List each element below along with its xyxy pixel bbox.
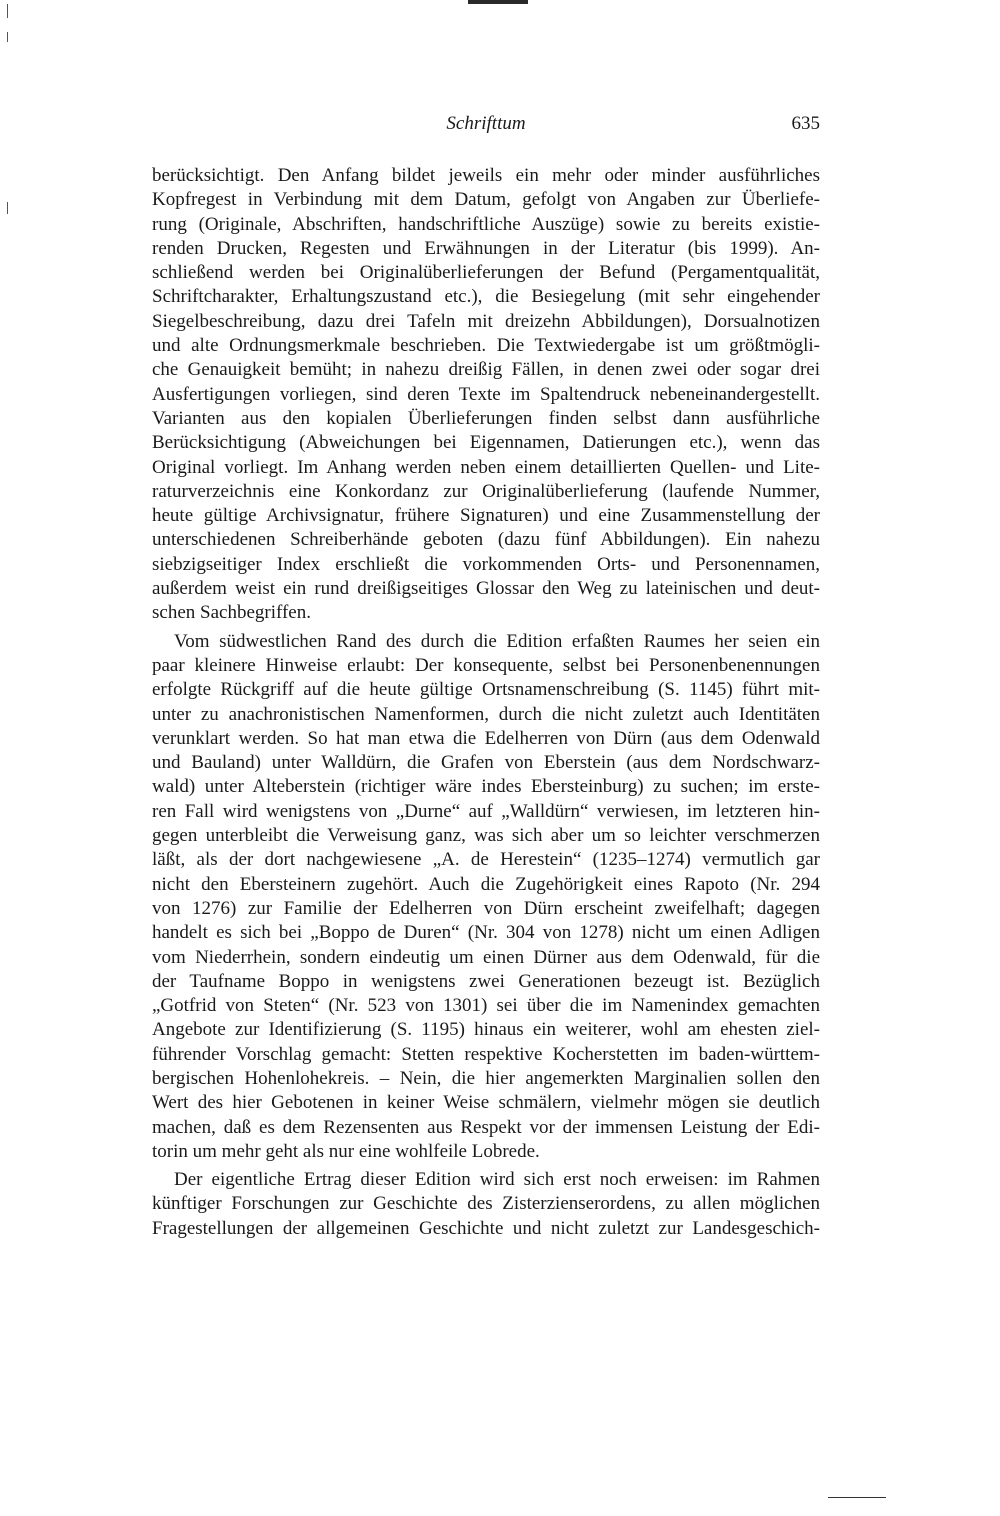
text-line: verunklart werden. So hat man etwa die Edelherren von Dürn (aus dem Odenwald	[152, 727, 820, 749]
text-line: „Gotfrid von Steten“ (Nr. 523 von 1301) sei über die im Namenindex gemachten	[152, 995, 820, 1017]
text-line: berücksichtigt. Den Anfang bildet jeweils ein mehr oder minder ausführliches	[152, 165, 820, 186]
text-line: führender Vorschlag gemacht: Stetten respektive Kocherstetten im baden-württem-	[152, 1043, 820, 1065]
text-line: vom Niederrhein, sondern eindeutig um einen Dürner aus dem Odenwald, für die	[152, 946, 820, 968]
text-line: von 1276) zur Familie der Edelherren von Dürn erscheint zweifelhaft; dagegen	[152, 897, 820, 919]
text-line: der Taufname Boppo in wenigstens zwei Generationen bezeugt ist. Bezüglich	[152, 970, 820, 992]
text-line: renden Drucken, Regesten und Erwähnungen in der Literatur (bis 1999). An-	[152, 237, 820, 259]
text-line: Berücksichtigung (Abweichungen bei Eigennamen, Datierungen etc.), wenn das	[152, 432, 820, 454]
text-line: Vom südwestlichen Rand des durch die Edition erfaßten Raumes her seien ein	[174, 630, 820, 652]
paragraph	[152, 164, 820, 626]
text-line: raturverzeichnis eine Konkordanz zur Originalüberlieferung (laufende Nummer,	[152, 480, 820, 502]
text-line: rung (Originale, Abschriften, handschriftliche Auszüge) sowie zu bereits existie-	[152, 213, 820, 235]
body-text	[152, 164, 820, 1241]
text-line: torin um mehr geht als nur eine wohlfeile Lobrede.	[152, 1140, 540, 1162]
text-line: Angebote zur Identifizierung (S. 1195) hinaus ein weiterer, wohl am ehesten ziel-	[152, 1019, 820, 1041]
text-line: handelt es sich bei „Boppo de Duren“ (Nr. 304 von 1278) nicht um einen Adligen	[152, 922, 820, 944]
text-line: Ausfertigungen vorliegen, sind deren Texte im Spaltendruck nebeneinandergestellt.	[152, 383, 820, 405]
bottom-rule	[828, 1497, 886, 1498]
text-line: Der eigentliche Ertrag dieser Edition wird sich erst noch erweisen: im Rahmen	[174, 1169, 820, 1191]
page-number: 635	[791, 113, 820, 134]
top-rule	[468, 0, 528, 4]
text-line: und alte Ordnungsmerkmale beschrieben. Die Textwiedergabe ist um größtmögli-	[152, 335, 820, 357]
text-line: Siegelbeschreibung, dazu drei Tafeln mit dreizehn Abbildungen), Dorsualnotizen	[152, 310, 820, 332]
text-line: unter zu anachronistischen Namenformen, durch die nicht zuletzt auch Identitäten	[152, 703, 820, 725]
text-line: siebzigseitiger Index erschließt die vorkommenden Orts- und Personennamen,	[152, 553, 820, 575]
text-line: Wert des hier Gebotenen in keiner Weise schmälern, vielmehr mögen sie deutlich	[152, 1092, 820, 1114]
text-line: bergischen Hohenlohekreis. – Nein, die hier angemerkten Marginalien sollen den	[152, 1067, 820, 1089]
text-line: gegen unterbleibt die Verweisung ganz, was sich aber um so leichter verschmerzen	[152, 825, 820, 847]
text-line: wald) unter Alteberstein (richtiger wäre indes Ebersteinburg) zu suchen; im erste-	[152, 776, 820, 798]
text-line: Fragestellungen der allgemeinen Geschichte und nicht zuletzt zur Landesgeschich-	[152, 1217, 820, 1239]
text-line: schen Sachbegriffen.	[152, 602, 311, 624]
text-line: Kopfregest in Verbindung mit dem Datum, gefolgt von Angaben zur Überliefe-	[152, 189, 820, 211]
text-line: Original vorliegt. Im Anhang werden neben einem detaillierten Quellen- und Lite-	[152, 456, 820, 478]
text-line: läßt, als der dort nachgewiesene „A. de Herestein“ (1235–1274) vermutlich gar	[152, 849, 820, 871]
text-line: Schriftcharakter, Erhaltungszustand etc.), die Besiegelung (mit sehr eingehender	[152, 286, 820, 308]
text-line: che Genauigkeit bemüht; in nahezu dreißig Fällen, in denen zwei oder sogar drei	[152, 359, 820, 381]
text-line: erfolgte Rückgriff auf die heute gültige Ortsnamenschreibung (S. 1145) führt mit-	[152, 679, 820, 701]
text-line: paar kleinere Hinweise erlaubt: Der konsequente, selbst bei Personenbenennungen	[152, 654, 820, 676]
text-line: heute gültige Archivsignatur, frühere Signaturen) und eine Zusammenstellung der	[152, 505, 820, 527]
text-line: und Bauland) unter Walldürn, die Grafen von Eberstein (aus dem Nordschwarz-	[152, 752, 820, 774]
text-line: unterschiedenen Schreiberhände geboten (dazu fünf Abbildungen). Ein nahezu	[152, 529, 820, 551]
text-line: nicht den Ebersteinern zugehört. Auch die Zugehörigkeit eines Rapoto (Nr. 294	[152, 873, 820, 895]
paragraph	[152, 630, 820, 1165]
text-line: außerdem weist ein rund dreißigseitiges Glossar den Weg zu lateinischen und deut-	[152, 578, 820, 600]
running-title: Schrifttum	[446, 113, 526, 134]
text-line: ren Fall wird wenigstens von „Durne“ auf „Walldürn“ verwiesen, im letzteren hin-	[152, 800, 820, 822]
text-line: schließend werden bei Originalüberlieferungen der Befund (Pergamentqualität,	[152, 262, 820, 284]
margin-marks	[7, 4, 11, 228]
text-line: Varianten aus den kopialen Überlieferungen finden selbst dann ausführliche	[152, 407, 820, 429]
page-header	[152, 113, 820, 143]
text-line: machen, daß es dem Rezensenten aus Respekt vor der immensen Leistung der Edi-	[152, 1116, 820, 1138]
text-line: künftiger Forschungen zur Geschichte des Zisterzienserordens, zu allen möglichen	[152, 1193, 820, 1215]
paragraph	[152, 1168, 820, 1241]
